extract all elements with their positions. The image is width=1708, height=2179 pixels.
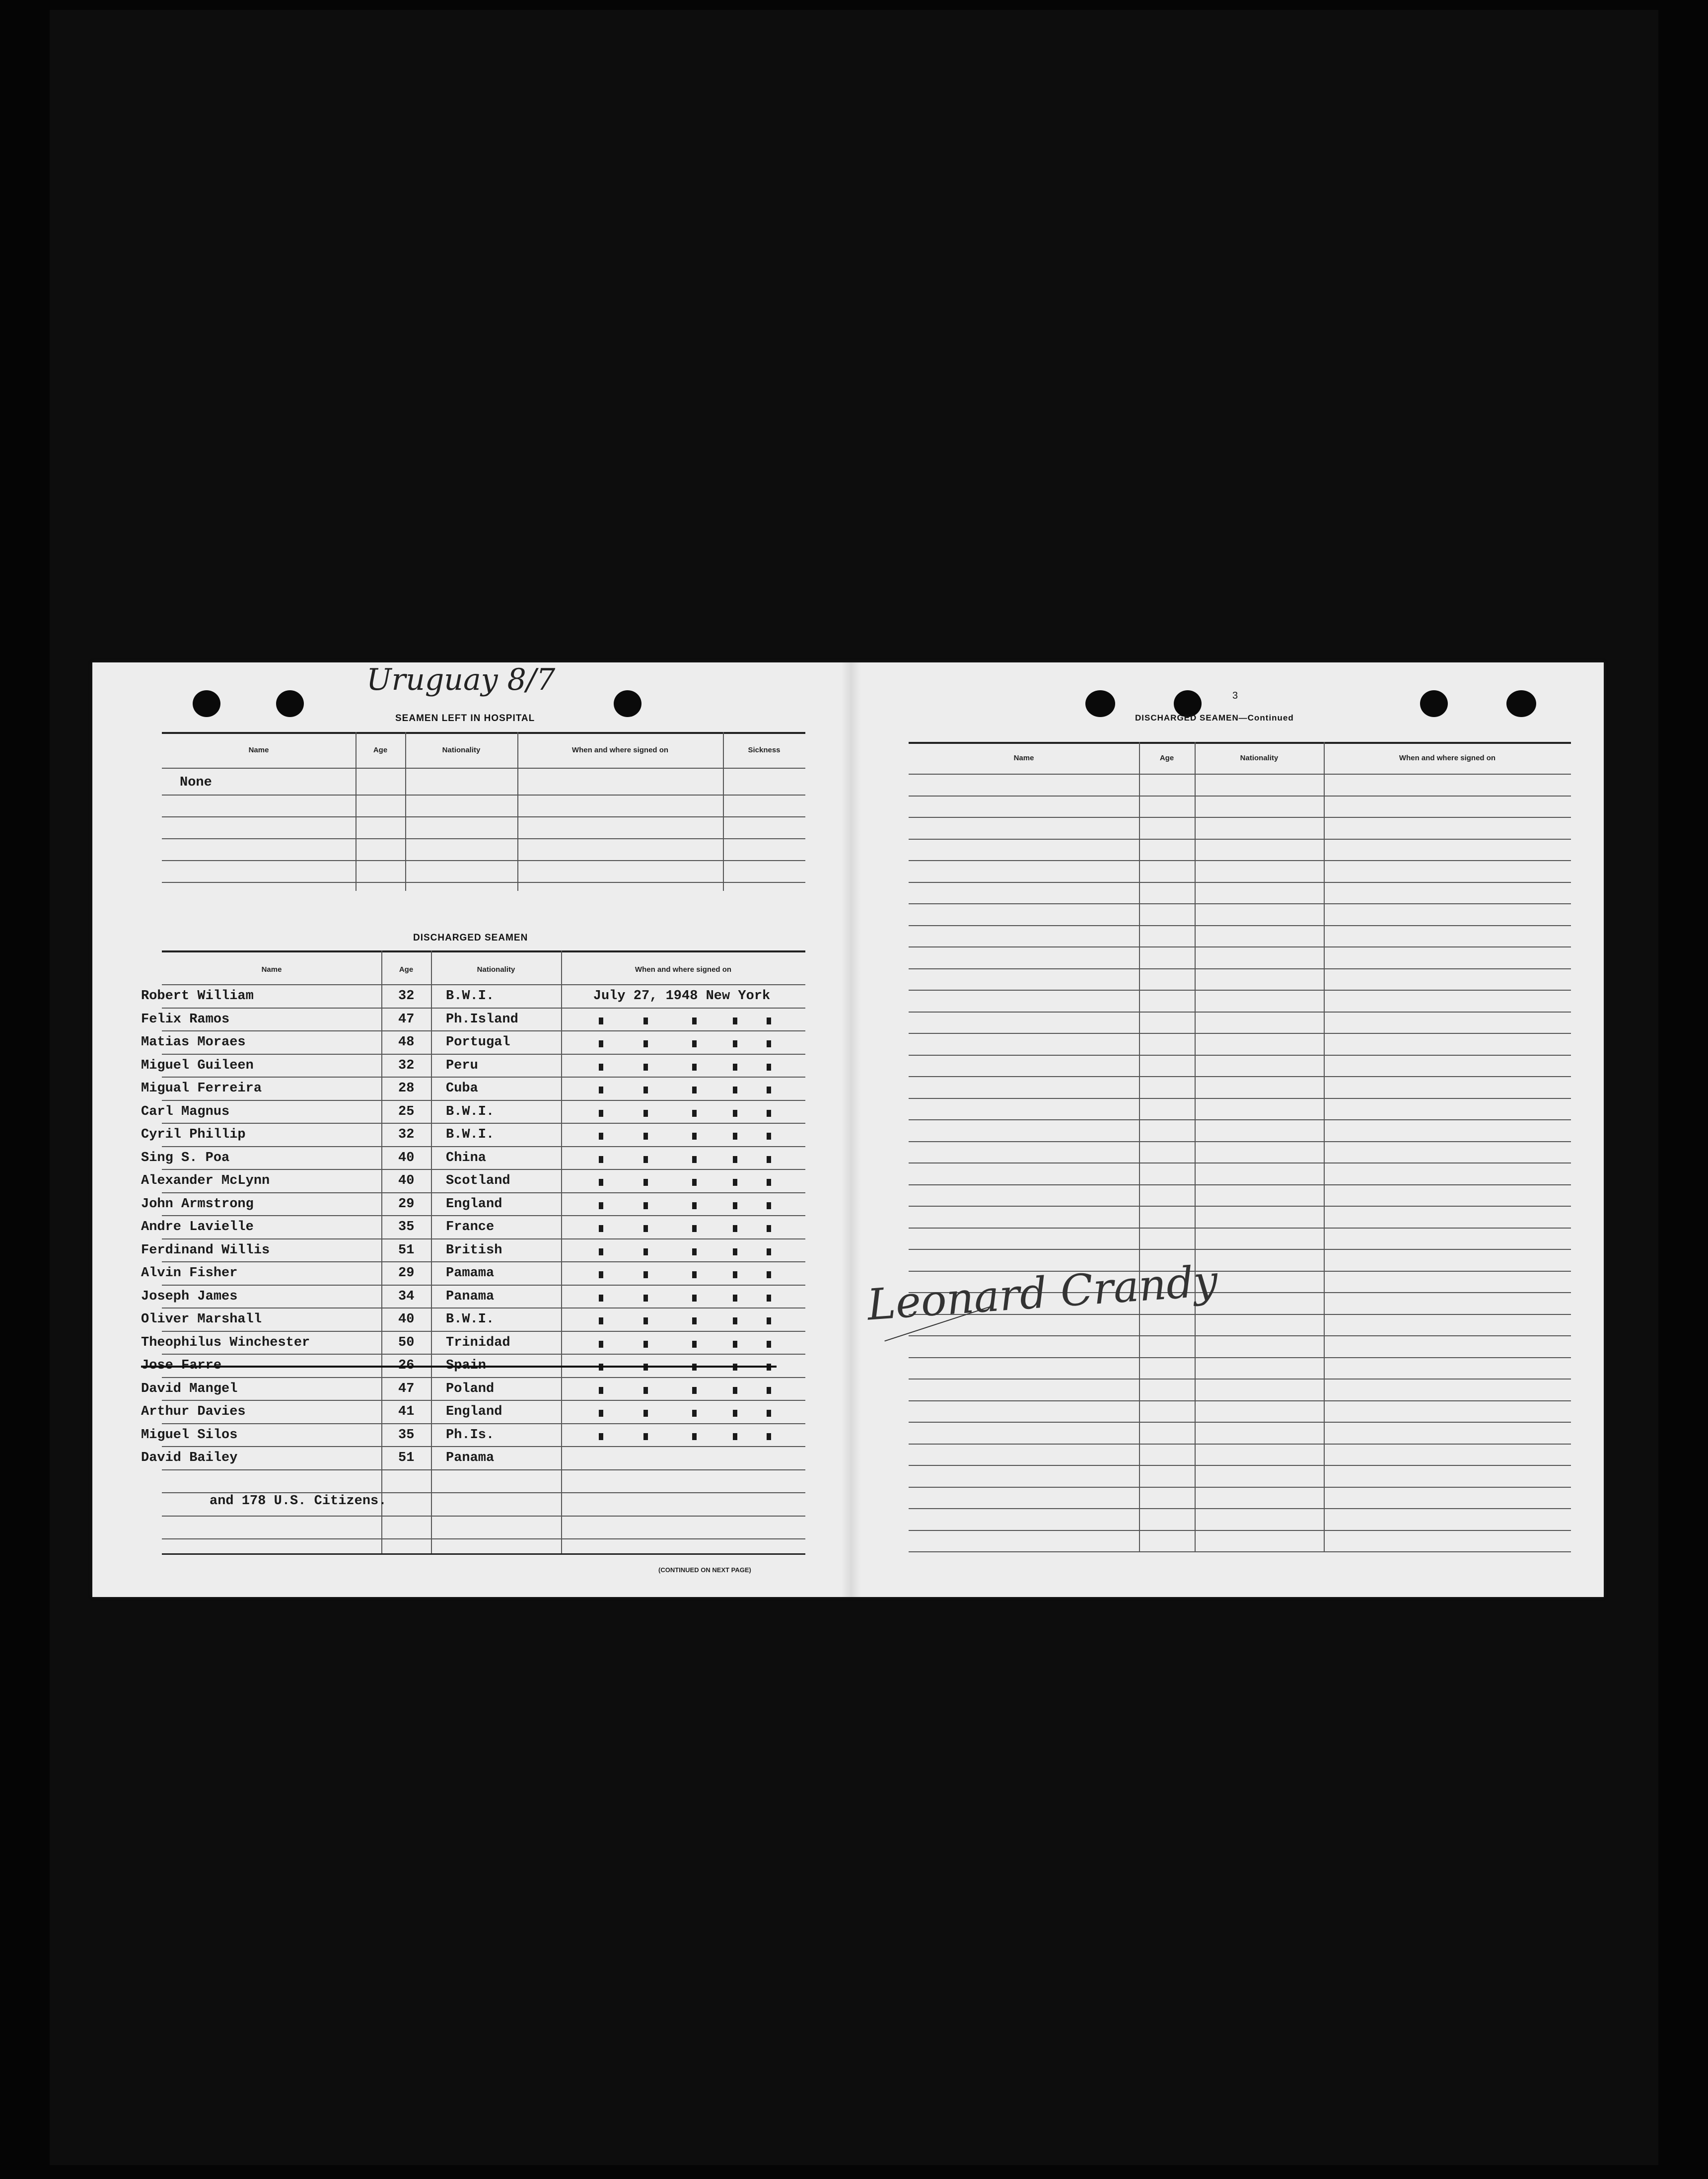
ditto-mark bbox=[733, 1087, 737, 1093]
punch-hole bbox=[1085, 690, 1115, 717]
discharged-title: DISCHARGED SEAMEN bbox=[413, 933, 528, 943]
discharged-row-rule bbox=[162, 1285, 805, 1286]
seaman-age: 32 bbox=[398, 1058, 415, 1073]
ditto-mark bbox=[733, 1179, 737, 1186]
continued-col-name: Name bbox=[1013, 754, 1034, 762]
continued-row-rule bbox=[909, 925, 1571, 926]
ditto-mark bbox=[692, 1087, 697, 1093]
seaman-name: Cyril Phillip bbox=[141, 1127, 246, 1142]
seaman-name: Carl Magnus bbox=[141, 1104, 230, 1119]
handwritten-note: Uruguay 8/7 bbox=[366, 662, 556, 697]
seaman-name: David Bailey bbox=[141, 1451, 238, 1465]
continued-top-rule bbox=[909, 742, 1571, 744]
continued-col-nationality: Nationality bbox=[1240, 754, 1279, 762]
ditto-mark bbox=[767, 1248, 771, 1255]
seaman-name: Alexander McLynn bbox=[141, 1173, 270, 1188]
ditto-mark bbox=[599, 1110, 603, 1117]
discharged-col-age: Age bbox=[399, 965, 414, 974]
first-signed-on: July 27, 1948 New York bbox=[593, 989, 771, 1004]
seaman-nationality: B.W.I. bbox=[446, 1312, 495, 1327]
ditto-mark bbox=[599, 1156, 603, 1163]
ditto-mark bbox=[733, 1202, 737, 1209]
seaman-age: 29 bbox=[398, 1196, 415, 1212]
seaman-name: Miguel Guileen bbox=[141, 1058, 254, 1073]
discharged-row-rule bbox=[162, 1331, 805, 1332]
continued-row-rule bbox=[909, 1249, 1571, 1250]
seaman-name: David Mangel bbox=[141, 1381, 238, 1396]
seaman-name: Miguel Silos bbox=[141, 1427, 238, 1443]
page-number: 3 bbox=[1232, 690, 1238, 701]
ditto-mark bbox=[733, 1433, 737, 1440]
discharged-col-signed-on: When and where signed on bbox=[635, 965, 732, 974]
document-page bbox=[92, 662, 1604, 1597]
ditto-mark bbox=[733, 1295, 737, 1302]
ditto-mark bbox=[692, 1225, 697, 1232]
ditto-mark bbox=[643, 1133, 648, 1140]
discharged-row-rule bbox=[162, 1469, 805, 1470]
seaman-age: 34 bbox=[398, 1289, 415, 1304]
continued-row-rule bbox=[909, 796, 1571, 797]
hospital-header-rule bbox=[162, 768, 805, 769]
ditto-mark bbox=[599, 1179, 603, 1186]
seaman-name: Robert William bbox=[141, 989, 254, 1004]
ditto-mark bbox=[733, 1133, 737, 1140]
ditto-mark bbox=[767, 1110, 771, 1117]
ditto-mark bbox=[599, 1410, 603, 1417]
seaman-age: 32 bbox=[398, 989, 415, 1004]
continued-col-divider bbox=[1139, 742, 1140, 1551]
ditto-mark bbox=[643, 1156, 648, 1163]
hospital-row-rule bbox=[162, 882, 805, 883]
continued-row-rule bbox=[909, 1444, 1571, 1445]
ditto-mark bbox=[733, 1341, 737, 1348]
continued-row-rule bbox=[909, 1422, 1571, 1423]
continued-row-rule bbox=[909, 1206, 1571, 1207]
hospital-row-rule bbox=[162, 795, 805, 796]
page-fold bbox=[841, 662, 861, 1597]
continued-col-age: Age bbox=[1159, 754, 1174, 762]
discharged-row-rule bbox=[162, 1238, 805, 1239]
discharged-row-rule bbox=[162, 1307, 805, 1308]
discharged-row-rule bbox=[162, 1215, 805, 1216]
seaman-age: 48 bbox=[398, 1035, 415, 1050]
continued-row-rule bbox=[909, 1551, 1571, 1552]
continued-row-rule bbox=[909, 1465, 1571, 1466]
ditto-mark bbox=[643, 1341, 648, 1348]
ditto-mark bbox=[643, 1179, 648, 1186]
seaman-nationality: Trinidad bbox=[446, 1335, 510, 1350]
seaman-nationality: China bbox=[446, 1150, 487, 1165]
ditto-mark bbox=[692, 1064, 697, 1071]
discharged-row-rule bbox=[162, 1492, 805, 1493]
continued-row-rule bbox=[909, 1487, 1571, 1488]
ditto-mark bbox=[692, 1017, 697, 1024]
seaman-name: Migual Ferreira bbox=[141, 1081, 262, 1096]
discharged-col-divider bbox=[431, 950, 432, 1553]
ditto-mark bbox=[767, 1410, 771, 1417]
ditto-mark bbox=[733, 1064, 737, 1071]
continued-row-rule bbox=[909, 1335, 1571, 1336]
ditto-mark bbox=[643, 1387, 648, 1394]
seaman-nationality: Portugal bbox=[446, 1035, 510, 1050]
seaman-name: Felix Ramos bbox=[141, 1012, 230, 1027]
continued-row-rule bbox=[909, 1012, 1571, 1013]
seaman-name: Oliver Marshall bbox=[141, 1312, 262, 1327]
ditto-mark bbox=[599, 1017, 603, 1024]
discharged-header-rule bbox=[162, 984, 805, 985]
seaman-name: Matias Moraes bbox=[141, 1035, 246, 1050]
continued-row-rule bbox=[909, 1141, 1571, 1142]
seaman-nationality: England bbox=[446, 1196, 502, 1212]
seaman-name: Sing S. Poa bbox=[141, 1150, 230, 1165]
seaman-age: 47 bbox=[398, 1381, 415, 1396]
hospital-row-rule bbox=[162, 816, 805, 817]
discharged-row-rule bbox=[162, 1423, 805, 1424]
continued-row-rule bbox=[909, 990, 1571, 991]
ditto-mark bbox=[692, 1387, 697, 1394]
discharged-bottom-rule bbox=[162, 1553, 805, 1555]
signature: Leonard Crandy bbox=[865, 1256, 1219, 1330]
discharged-row-rule bbox=[162, 1100, 805, 1101]
ditto-mark bbox=[767, 1087, 771, 1093]
seaman-nationality: Poland bbox=[446, 1381, 495, 1396]
continued-row-rule bbox=[909, 882, 1571, 883]
ditto-mark bbox=[643, 1410, 648, 1417]
discharged-row-rule bbox=[162, 1538, 805, 1539]
discharged-row-rule bbox=[162, 1400, 805, 1401]
ditto-mark bbox=[767, 1179, 771, 1186]
ditto-mark bbox=[643, 1317, 648, 1324]
ditto-mark bbox=[599, 1040, 603, 1047]
continued-row-rule bbox=[909, 1357, 1571, 1358]
seaman-nationality: England bbox=[446, 1404, 502, 1419]
ditto-mark bbox=[599, 1387, 603, 1394]
hospital-entry: None bbox=[180, 775, 212, 790]
continued-col-divider bbox=[1195, 742, 1196, 1551]
seaman-name: Theophilus Winchester bbox=[141, 1335, 310, 1350]
seaman-age: 51 bbox=[398, 1451, 415, 1465]
ditto-mark bbox=[767, 1317, 771, 1324]
seaman-nationality: Peru bbox=[446, 1058, 478, 1073]
seaman-name: Alvin Fisher bbox=[141, 1266, 238, 1281]
continued-row-rule bbox=[909, 1530, 1571, 1531]
ditto-mark bbox=[733, 1017, 737, 1024]
seaman-nationality: Pamama bbox=[446, 1266, 495, 1281]
seaman-age: 41 bbox=[398, 1404, 415, 1419]
hospital-row-rule bbox=[162, 860, 805, 861]
ditto-mark bbox=[692, 1341, 697, 1348]
discharged-row-rule bbox=[162, 1146, 805, 1147]
ditto-mark bbox=[692, 1410, 697, 1417]
continued-row-rule bbox=[909, 817, 1571, 818]
ditto-mark bbox=[767, 1133, 771, 1140]
ditto-mark bbox=[767, 1156, 771, 1163]
ditto-mark bbox=[643, 1017, 648, 1024]
ditto-mark bbox=[692, 1317, 697, 1324]
seaman-name: Andre Lavielle bbox=[141, 1220, 254, 1235]
citizens-note: and 178 U.S. Citizens. bbox=[210, 1494, 387, 1509]
hospital-col-age: Age bbox=[373, 746, 388, 754]
discharged-row-rule bbox=[162, 1030, 805, 1031]
discharged-row-rule bbox=[162, 1169, 805, 1170]
continued-col-signed-on: When and where signed on bbox=[1399, 754, 1496, 762]
discharged-row-rule bbox=[162, 1054, 805, 1055]
seaman-nationality: Cuba bbox=[446, 1081, 478, 1096]
continued-row-rule bbox=[909, 839, 1571, 840]
hospital-row-rule bbox=[162, 838, 805, 839]
hospital-col-divider bbox=[405, 732, 406, 891]
ditto-mark bbox=[599, 1341, 603, 1348]
ditto-mark bbox=[643, 1271, 648, 1278]
seaman-nationality: B.W.I. bbox=[446, 1127, 495, 1142]
hospital-col-name: Name bbox=[248, 746, 269, 754]
continued-row-rule bbox=[909, 1119, 1571, 1120]
ditto-mark bbox=[643, 1110, 648, 1117]
ditto-mark bbox=[692, 1179, 697, 1186]
ditto-mark bbox=[643, 1087, 648, 1093]
ditto-mark bbox=[643, 1225, 648, 1232]
discharged-row-rule bbox=[162, 1354, 805, 1355]
discharged-col-name: Name bbox=[261, 965, 282, 974]
ditto-mark bbox=[767, 1064, 771, 1071]
hospital-col-signed-on: When and where signed on bbox=[571, 746, 669, 754]
ditto-mark bbox=[599, 1317, 603, 1324]
continued-col-divider bbox=[1324, 742, 1325, 1551]
ditto-mark bbox=[692, 1433, 697, 1440]
continued-row-rule bbox=[909, 1098, 1571, 1099]
hospital-col-nationality: Nationality bbox=[442, 746, 481, 754]
seaman-nationality: Scotland bbox=[446, 1173, 510, 1188]
continued-row-rule bbox=[909, 1184, 1571, 1185]
ditto-mark bbox=[599, 1433, 603, 1440]
ditto-mark bbox=[767, 1225, 771, 1232]
ditto-mark bbox=[643, 1064, 648, 1071]
ditto-mark bbox=[599, 1295, 603, 1302]
ditto-mark bbox=[733, 1156, 737, 1163]
ditto-mark bbox=[733, 1248, 737, 1255]
continued-row-rule bbox=[909, 968, 1571, 969]
ditto-mark bbox=[767, 1017, 771, 1024]
ditto-mark bbox=[643, 1248, 648, 1255]
ditto-mark bbox=[767, 1202, 771, 1209]
seaman-name: Arthur Davies bbox=[141, 1404, 246, 1419]
discharged-row-rule bbox=[162, 1377, 805, 1378]
continued-row-rule bbox=[909, 1228, 1571, 1229]
discharged-row-rule bbox=[162, 1516, 805, 1517]
hospital-col-divider bbox=[517, 732, 518, 891]
discharged-row-rule bbox=[162, 1192, 805, 1193]
seaman-age: 28 bbox=[398, 1081, 415, 1096]
ditto-mark bbox=[643, 1202, 648, 1209]
discharged-col-divider bbox=[381, 950, 382, 1553]
hospital-col-sickness: Sickness bbox=[748, 746, 781, 754]
seaman-name: John Armstrong bbox=[141, 1196, 254, 1212]
punch-hole bbox=[614, 690, 641, 717]
ditto-mark bbox=[643, 1040, 648, 1047]
seaman-nationality: Ph.Is. bbox=[446, 1427, 495, 1443]
ditto-mark bbox=[733, 1387, 737, 1394]
ditto-mark bbox=[733, 1317, 737, 1324]
punch-hole bbox=[276, 690, 304, 717]
seaman-age: 35 bbox=[398, 1220, 415, 1235]
continued-title: DISCHARGED SEAMEN—Continued bbox=[1135, 713, 1294, 723]
ditto-mark bbox=[643, 1433, 648, 1440]
seaman-nationality: Ph.Island bbox=[446, 1012, 518, 1027]
ditto-mark bbox=[599, 1225, 603, 1232]
discharged-top-rule bbox=[162, 950, 805, 952]
ditto-mark bbox=[767, 1433, 771, 1440]
ditto-mark bbox=[692, 1110, 697, 1117]
continued-row-rule bbox=[909, 860, 1571, 861]
ditto-mark bbox=[692, 1133, 697, 1140]
seaman-age: 29 bbox=[398, 1266, 415, 1281]
seaman-age: 40 bbox=[398, 1173, 415, 1188]
ditto-mark bbox=[767, 1341, 771, 1348]
continued-row-rule bbox=[909, 1076, 1571, 1077]
ditto-mark bbox=[599, 1248, 603, 1255]
ditto-mark bbox=[643, 1295, 648, 1302]
ditto-mark bbox=[599, 1133, 603, 1140]
discharged-col-nationality: Nationality bbox=[477, 965, 515, 974]
ditto-mark bbox=[767, 1295, 771, 1302]
seaman-nationality: France bbox=[446, 1220, 495, 1235]
ditto-mark bbox=[733, 1040, 737, 1047]
seaman-name: Joseph James bbox=[141, 1289, 238, 1304]
ditto-mark bbox=[599, 1064, 603, 1071]
ditto-mark bbox=[692, 1040, 697, 1047]
strike-line bbox=[141, 1366, 777, 1368]
discharged-row-rule bbox=[162, 1446, 805, 1447]
ditto-mark bbox=[692, 1248, 697, 1255]
seaman-nationality: B.W.I. bbox=[446, 989, 495, 1004]
discharged-row-rule bbox=[162, 1008, 805, 1009]
seaman-age: 25 bbox=[398, 1104, 415, 1119]
continued-row-rule bbox=[909, 1033, 1571, 1034]
continued-footer: (CONTINUED ON NEXT PAGE) bbox=[658, 1566, 751, 1574]
ditto-mark bbox=[692, 1295, 697, 1302]
seaman-nationality: Panama bbox=[446, 1289, 495, 1304]
ditto-mark bbox=[733, 1110, 737, 1117]
ditto-mark bbox=[692, 1156, 697, 1163]
continued-row-rule bbox=[909, 1508, 1571, 1509]
continued-row-rule bbox=[909, 1055, 1571, 1056]
discharged-row-rule bbox=[162, 1261, 805, 1262]
seaman-name: Ferdinand Willis bbox=[141, 1242, 270, 1258]
continued-row-rule bbox=[909, 1162, 1571, 1163]
ditto-mark bbox=[599, 1087, 603, 1093]
ditto-mark bbox=[733, 1410, 737, 1417]
seaman-age: 40 bbox=[398, 1150, 415, 1165]
punch-hole bbox=[1420, 690, 1448, 717]
continued-header-rule bbox=[909, 774, 1571, 775]
seaman-age: 32 bbox=[398, 1127, 415, 1142]
discharged-row-rule bbox=[162, 1077, 805, 1078]
ditto-mark bbox=[767, 1271, 771, 1278]
seaman-age: 35 bbox=[398, 1427, 415, 1443]
seaman-nationality: Panama bbox=[446, 1451, 495, 1465]
ditto-mark bbox=[692, 1271, 697, 1278]
seaman-nationality: British bbox=[446, 1242, 502, 1258]
discharged-col-divider bbox=[561, 950, 562, 1553]
seaman-age: 50 bbox=[398, 1335, 415, 1350]
continued-row-rule bbox=[909, 1379, 1571, 1380]
seaman-age: 47 bbox=[398, 1012, 415, 1027]
discharged-row-rule bbox=[162, 1123, 805, 1124]
seaman-age: 51 bbox=[398, 1242, 415, 1258]
ditto-mark bbox=[692, 1202, 697, 1209]
continued-row-rule bbox=[909, 1400, 1571, 1401]
hospital-top-rule bbox=[162, 732, 805, 734]
ditto-mark bbox=[767, 1387, 771, 1394]
ditto-mark bbox=[599, 1271, 603, 1278]
ditto-mark bbox=[733, 1225, 737, 1232]
seaman-age: 40 bbox=[398, 1312, 415, 1327]
ditto-mark bbox=[599, 1202, 603, 1209]
punch-hole bbox=[1506, 690, 1536, 717]
ditto-mark bbox=[733, 1271, 737, 1278]
punch-hole bbox=[193, 690, 220, 717]
seaman-nationality: B.W.I. bbox=[446, 1104, 495, 1119]
hospital-col-divider bbox=[723, 732, 724, 891]
ditto-mark bbox=[767, 1040, 771, 1047]
continued-row-rule bbox=[909, 946, 1571, 947]
hospital-title: SEAMEN LEFT IN HOSPITAL bbox=[395, 713, 535, 724]
continued-row-rule bbox=[909, 903, 1571, 904]
